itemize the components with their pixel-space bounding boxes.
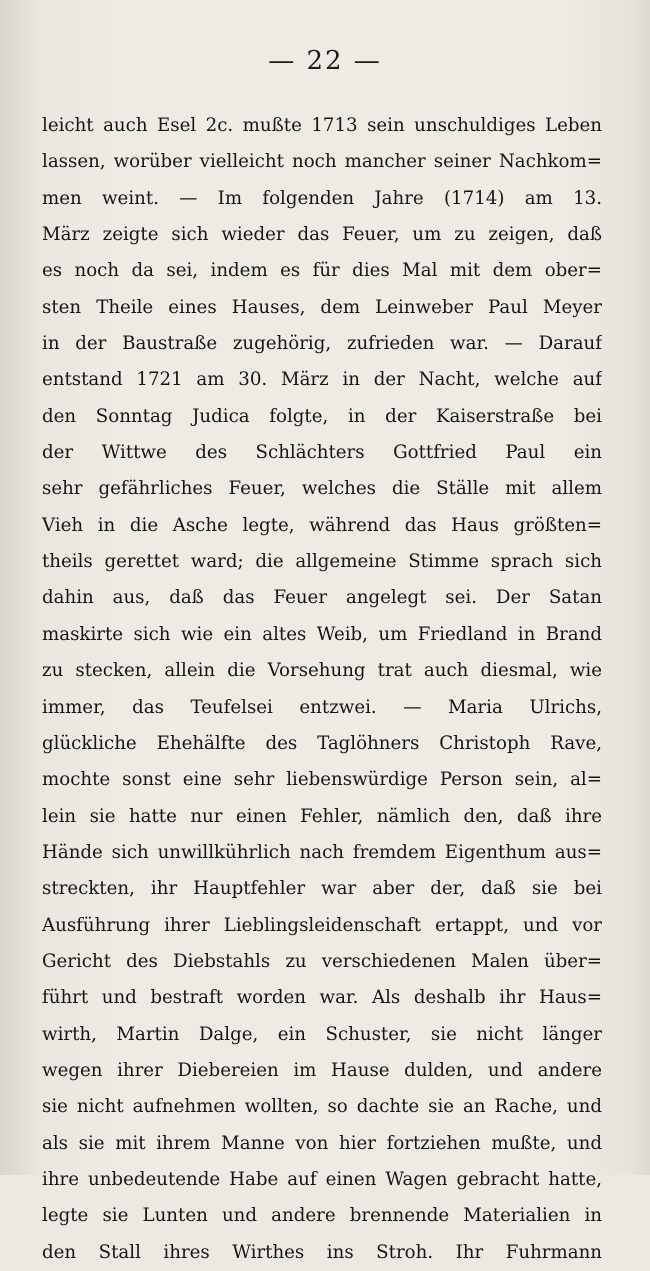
text-line: sten Theile eines Hauses, dem Leinweber Paul Meyer (42, 296, 602, 318)
text-line: glückliche Ehehälfte des Taglöhners Christoph Rave, (42, 732, 602, 754)
body-text (42, 108, 602, 1271)
text-line: mochte sonst eine sehr liebenswürdige Person sein, al= (42, 769, 602, 791)
text-line: sie nicht aufnehmen wollten, so dachte sie an Rache, und (42, 1096, 602, 1118)
page-number: — 22 — (268, 46, 382, 76)
text-line: wegen ihrer Diebereien im Hause dulden, und andere (42, 1059, 602, 1081)
text-line: dahin aus, daß das Feuer angelegt sei. Der Satan (42, 587, 602, 609)
text-line: lassen, worüber vielleicht noch mancher seiner Nachkom= (42, 151, 602, 173)
text-line: wirth, Martin Dalge, ein Schuster, sie nicht länger (42, 1023, 602, 1045)
text-line: Vieh in die Asche legte, während das Haus größten= (42, 514, 602, 536)
text-line: den Sonntag Judica folgte, in der Kaiserstraße bei (42, 405, 602, 427)
text-line: als sie mit ihrem Manne von hier fortziehen mußte, und (42, 1132, 602, 1154)
text-line: leicht auch Esel 2c. mußte 1713 sein unschuldiges Leben (42, 115, 602, 136)
text-line: zu stecken, allein die Vorsehung trat auch diesmal, wie (42, 660, 602, 682)
text-line: Ausführung ihrer Lieblingsleidenschaft ertappt, und vor (42, 914, 602, 936)
text-line: sehr gefährliches Feuer, welches die Ställe mit allem (42, 478, 602, 500)
text-line: den Stall ihres Wirthes ins Stroh. Ihr Fuhrmann (42, 1241, 602, 1263)
text-line: lein sie hatte nur einen Fehler, nämlich den, daß ihre (42, 805, 602, 827)
text-line: es noch da sei, indem es für dies Mal mit dem ober= (42, 260, 602, 282)
text-line: theils gerettet ward; die allgemeine Stimme sprach sich (42, 551, 602, 573)
text-line: März zeigte sich wieder das Feuer, um zu zeigen, daß (42, 224, 602, 246)
text-line: entstand 1721 am 30. März in der Nacht, welche auf (42, 369, 602, 391)
text-line: streckten, ihr Hauptfehler war aber der, daß sie bei (42, 878, 602, 900)
text-line: führt und bestraft worden war. Als deshalb ihr Haus= (42, 987, 602, 1009)
text-line: men weint. — Im folgenden Jahre (1714) am 13. (42, 187, 602, 209)
text-line: ihre unbedeutende Habe auf einen Wagen gebracht hatte, (42, 1168, 602, 1190)
text-line: legte sie Lunten und andere brennende Materialien in (42, 1205, 602, 1227)
text-line: maskirte sich wie ein altes Weib, um Friedland in Brand (42, 623, 602, 645)
text-line: in der Baustraße zugehörig, zufrieden war. — Darauf (42, 333, 602, 355)
text-line: der Wittwe des Schlächters Gottfried Paul ein (42, 442, 602, 464)
text-line: Gericht des Diebstahls zu verschiedenen Malen über= (42, 950, 602, 972)
text-line: Hände sich unwillkührlich nach fremdem Eigenthum aus= (42, 841, 602, 863)
text-line: immer, das Teufelsei entzwei. — Maria Ulrichs, (42, 696, 602, 718)
